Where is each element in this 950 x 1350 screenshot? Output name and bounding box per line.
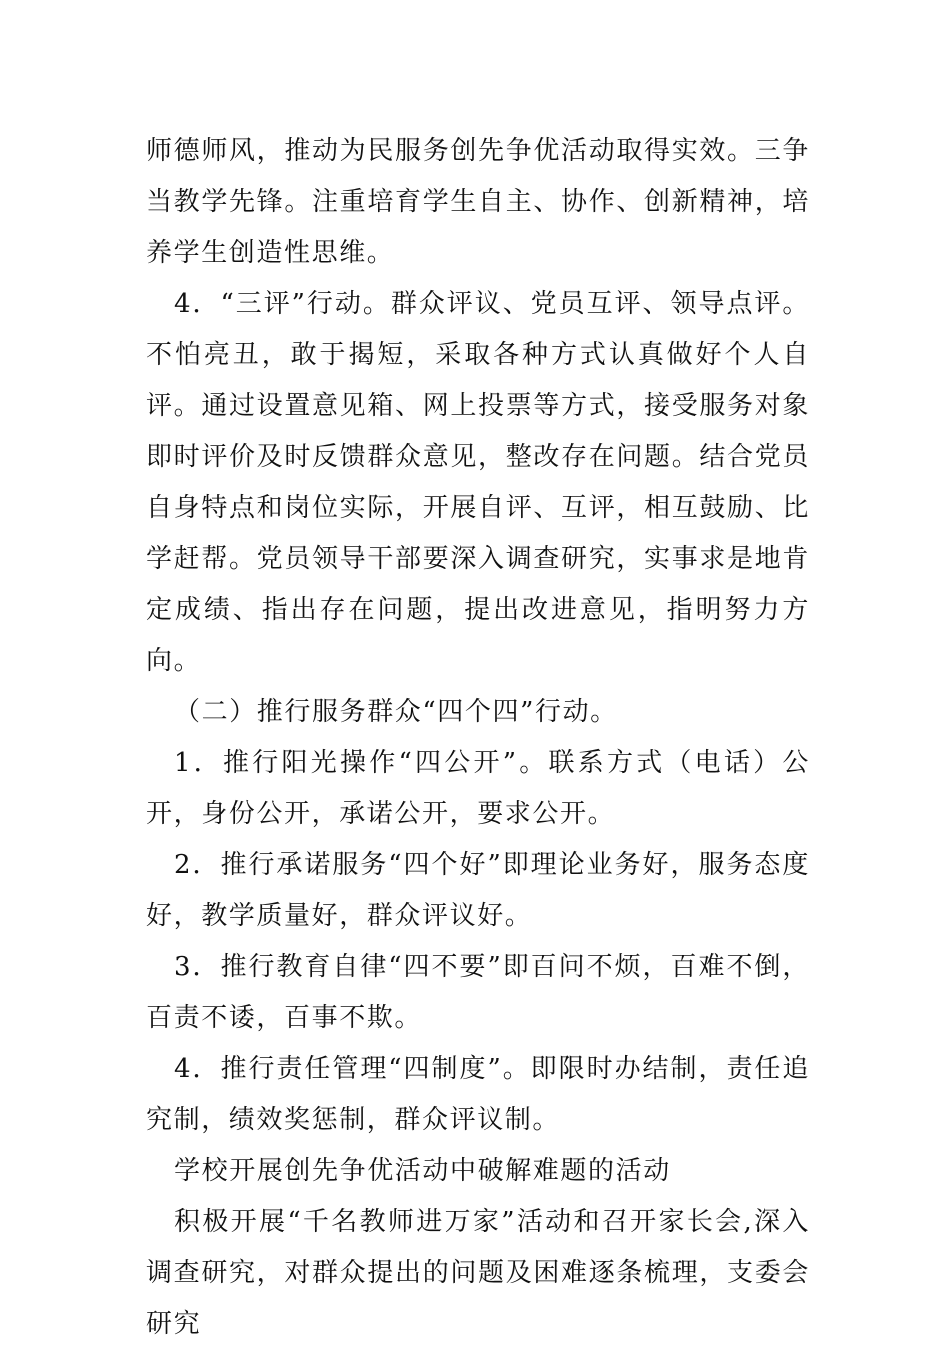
paragraph-continuation: 师德师风，推动为民服务创先争优活动取得实效。三争当教学先锋。注重培育学生自主、协作、创新精神，培养学生创造性思维。: [146, 136, 810, 268]
section-heading-four-four: （二）推行服务群众“四个四”行动。: [174, 697, 618, 727]
section-heading-problem-solving: 学校开展创先争优活动中破解难题的活动: [174, 1156, 671, 1186]
paragraph-item-4: 4．推行责任管理“四制度”。即限时办结制，责任追究制，绩效奖惩制，群众评议制。: [146, 1054, 810, 1135]
paragraph-item-1: 1．推行阳光操作“四公开”。联系方式（电话）公开，身份公开，承诺公开，要求公开。: [146, 748, 810, 829]
paragraph-item-3: 3．推行教育自律“四不要”即百问不烦，百难不倒，百责不诿，百事不欺。: [146, 952, 810, 1033]
paragraph-home-visits: 积极开展“千名教师进万家”活动和召开家长会,深入调查研究，对群众提出的问题及困难逐条梳理，支委会研究: [146, 1207, 810, 1339]
document-body: [146, 126, 810, 1350]
paragraph-item-2: 2．推行承诺服务“四个好”即理论业务好，服务态度好，教学质量好，群众评议好。: [146, 850, 810, 931]
paragraph-three-evaluations: 4．“三评”行动。群众评议、党员互评、领导点评。不怕亮丑，敢于揭短，采取各种方式认真做好个人自评。通过设置意见箱、网上投票等方式，接受服务对象即时评价及时反馈群众意见，整改存在问题。结合党员自身特点和岗位实际，开展自评、互评，相互鼓励、比学赶帮。党员领导干部要深入调查研究，实事求是地肯定成绩、指出存在问题，提出改进意见，指明努力方向。: [146, 289, 810, 676]
